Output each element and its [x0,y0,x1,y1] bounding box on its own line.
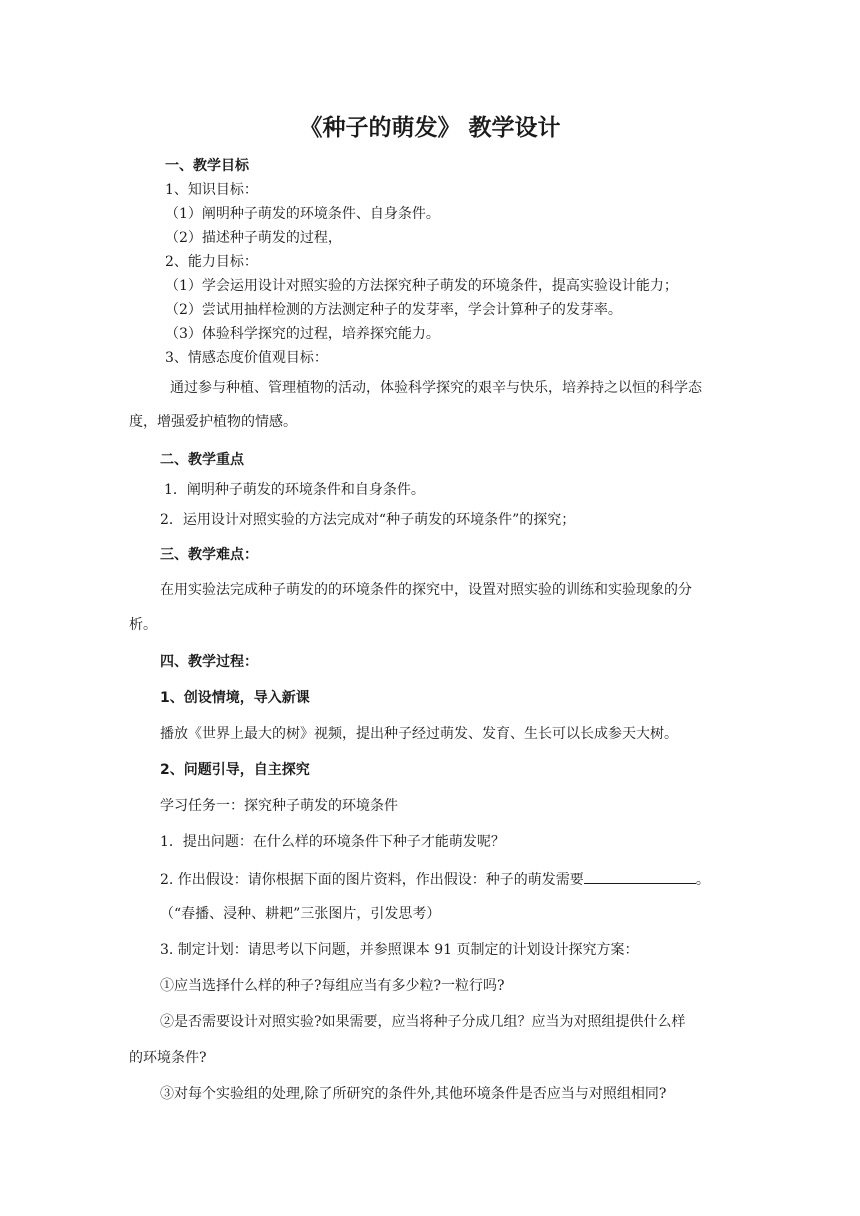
consideration-2-line1: ②是否需要设计对照实验?如果需要，应当将种子分成几组？应当为对照组提供什么样 [160,1014,686,1030]
ability-goal-2: （2）尝试用抽样检测的方法测定种子的发芽率，学会计算种子的发芽率。 [165,302,622,318]
question-2-note: （“春播、浸种、耕耙”三张图片，引发思考） [160,906,441,922]
question-2-text: 2. 作出假设：请你根据下面的图片资料，作出假设：种子的萌发需要 [160,872,584,888]
step2-heading: 2、问题引导，自主探究 [160,762,310,778]
knowledge-goal-1: （1）阐明种子萌发的环境条件、自身条件。 [165,206,440,222]
emotion-goal-text-line1: 通过参与种植、管理植物的活动，体验科学探究的艰辛与快乐，培养持之以恒的科学态 [170,380,702,396]
document-title: 《种子的萌发》 教学设计 [299,115,561,141]
section-heading-key-points: 二、教学重点 [160,452,244,468]
consideration-2-line2: 的环境条件? [129,1050,207,1066]
knowledge-goal-label: 1、知识目标： [165,182,258,198]
section-heading-objectives: 一、教学目标 [165,158,249,174]
key-point-2: 2．运用设计对照实验的方法完成对“种子萌发的环境条件”的探究； [160,512,576,528]
key-point-1: 1．阐明种子萌发的环境条件和自身条件。 [164,482,425,498]
consideration-3: ③对每个实验组的处理,除了所研究的条件外,其他环境条件是否应当与对照组相同? [160,1086,667,1102]
knowledge-goal-2: （2）描述种子萌发的过程， [165,230,342,246]
section-heading-difficulties: 三、教学难点： [160,547,258,563]
learning-task-1: 学习任务一：探究种子萌发的环境条件 [160,798,398,814]
question-3: 3. 制定计划：请思考以下问题，并参照课本 91 页制定的计划设计探究方案： [160,942,639,958]
consideration-1: ①应当选择什么样的种子?每组应当有多少粒?一粒行吗? [160,978,505,994]
difficulty-text-line2: 析。 [129,617,157,633]
ability-goal-3: （3）体验科学探究的过程，培养探究能力。 [165,326,440,342]
step1-heading: 1、创设情境，导入新课 [160,690,310,706]
question-1: 1．提出问题：在什么样的环境条件下种子才能萌发呢？ [160,834,505,850]
section-heading-process: 四、教学过程： [160,654,258,670]
question-2-end: 。 [695,872,710,888]
emotion-goal-text-line2: 度，增强爱护植物的情感。 [129,414,297,430]
question-2 [160,869,710,889]
answer-blank [584,869,696,884]
difficulty-text-line1: 在用实验法完成种子萌发的的环境条件的探究中，设置对照实验的训练和实验现象的分 [160,582,692,598]
ability-goal-1: （1）学会运用设计对照实验的方法探究种子萌发的环境条件，提高实验设计能力； [165,278,678,294]
step1-text: 播放《世界上最大的树》视频，提出种子经过萌发、发育、生长可以长成参天大树。 [160,726,678,742]
emotion-goal-label: 3、情感态度价值观目标： [165,350,328,366]
ability-goal-label: 2、能力目标： [165,254,258,270]
